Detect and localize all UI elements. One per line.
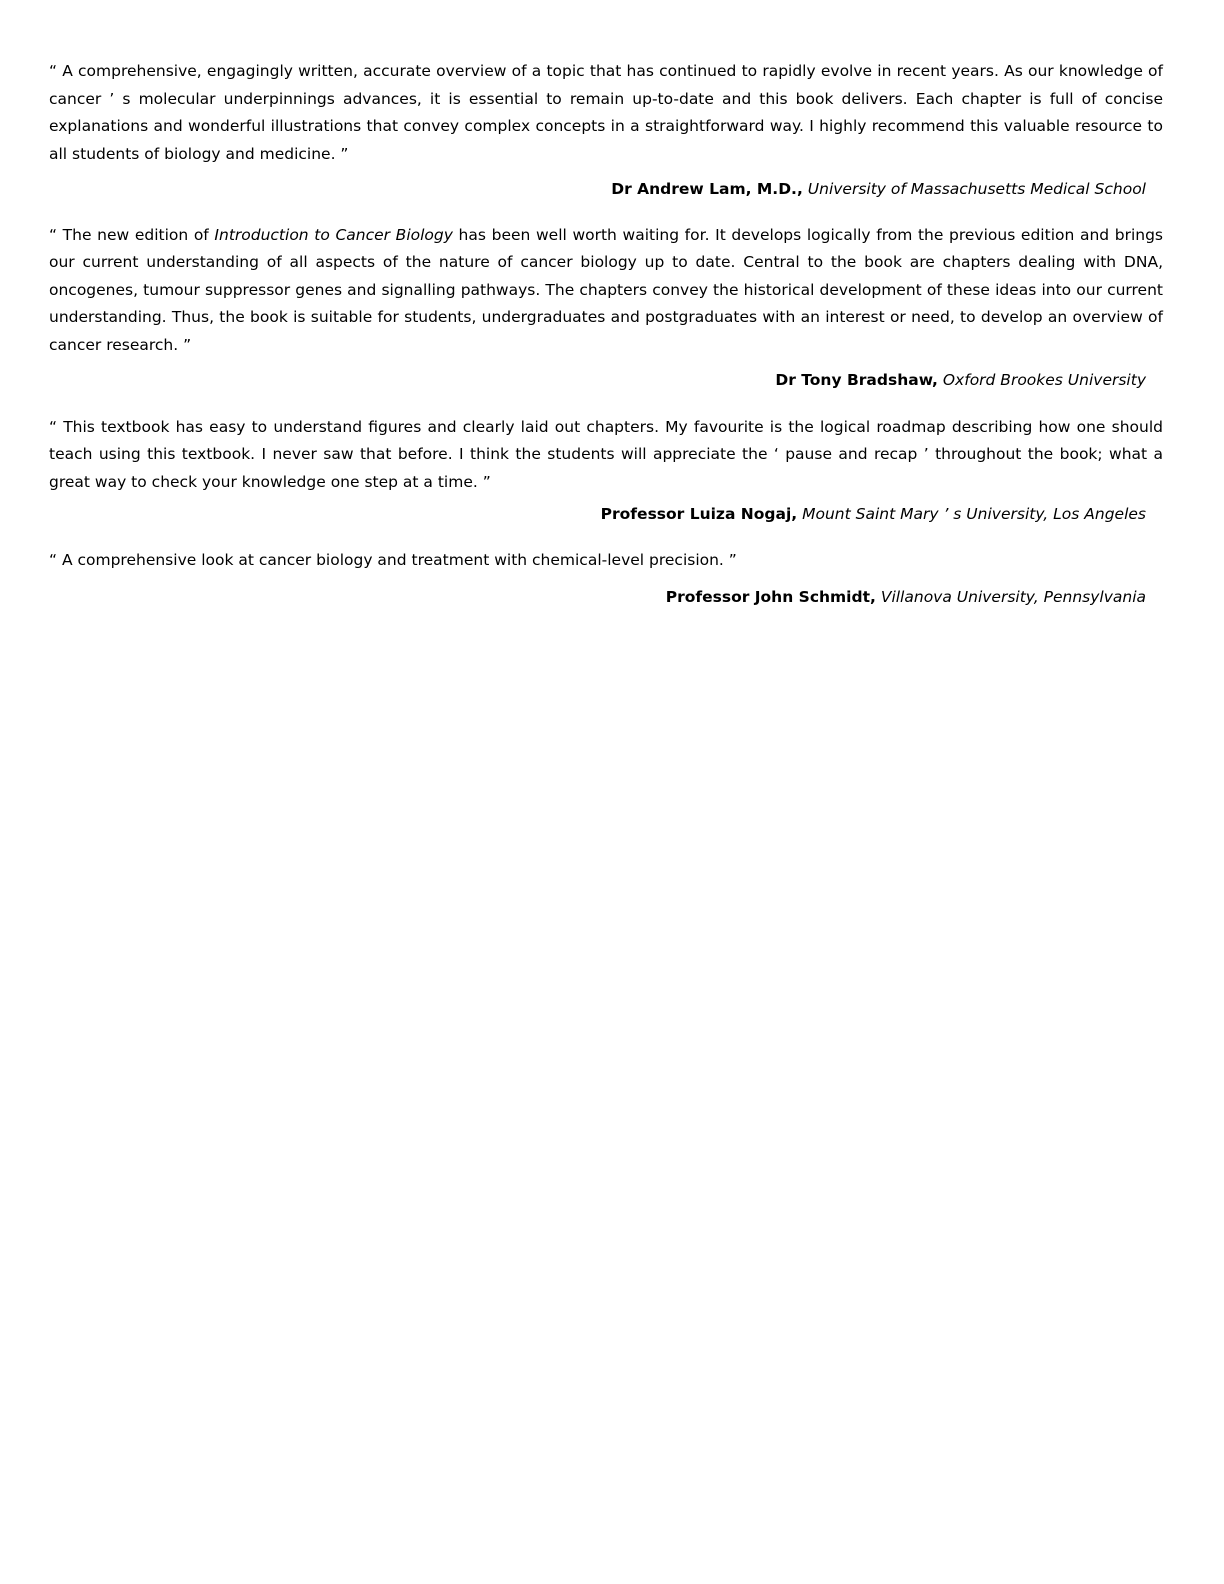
reviewer-affiliation-1: University of Massachusetts Medical School: [807, 180, 1146, 198]
testimonial-quote-1: “ A comprehensive, engagingly written, accurate overview of a topic that has continued to rapidly evolve in recent years. As our knowledge of cancer ’ s molecular underpinnings advances, it is essential to remain up-to-date and this book delivers. Each chapter is full of concise explanations and wonderful illustrations that convey complex concepts in a straightforward way. I highly recommend this valuable resource to all students of biology and medicine. ”: [49, 62, 1163, 163]
testimonial-quote-3: “ This textbook has easy to understand figures and clearly laid out chapters. My favourite is the logical roadmap describing how one should teach using this textbook. I never saw that before. I think the students will appreciate the ‘ pause and recap ’ throughout the book; what a great way to check your knowledge one step at a time. ”: [49, 417, 1163, 491]
reviewer-affiliation-4: Villanova University, Pennsylvania: [880, 588, 1146, 606]
reviewer-name-4: Professor John Schmidt,: [665, 588, 876, 606]
reviewer-name-2: Dr Tony Bradshaw,: [775, 371, 938, 389]
book-title: Introduction to Cancer Biology: [214, 225, 453, 244]
reviewer-affiliation-3: Mount Saint Mary ’ s University, Los Angeles: [802, 505, 1146, 523]
testimonial-attribution-2: [49, 367, 1163, 395]
reviewer-affiliation-2: Oxford Brookes University: [942, 371, 1146, 389]
testimonial-attribution-4: [49, 584, 1163, 612]
testimonial-quote-4: “ A comprehensive look at cancer biology and treatment with chemical-level precision. ”: [49, 550, 737, 569]
quote-2-start: “ The new edition of: [49, 225, 215, 244]
testimonials-page: [49, 58, 1163, 612]
quote-2-rest: has been well worth waiting for. It develops logically from the previous edition and brings our current understanding of all aspects of the nature of cancer biology up to date. Central to the book are chapters dealing with DNA, oncogenes, tumour suppressor genes and signalling pathways. The chapters convey the historical development of these ideas into our current understanding. Thus, the book is suitable for students, undergraduates and postgraduates with an interest or need, to develop an overview of cancer research. ”: [49, 225, 1164, 354]
reviewer-name-1: Dr Andrew Lam, M.D.,: [611, 180, 803, 198]
testimonial-quote-2: [49, 222, 1163, 360]
reviewer-name-3: Professor Luiza Nogaj,: [600, 505, 798, 523]
testimonial-attribution-3: [49, 501, 1163, 529]
testimonial-attribution-1: [49, 176, 1163, 204]
